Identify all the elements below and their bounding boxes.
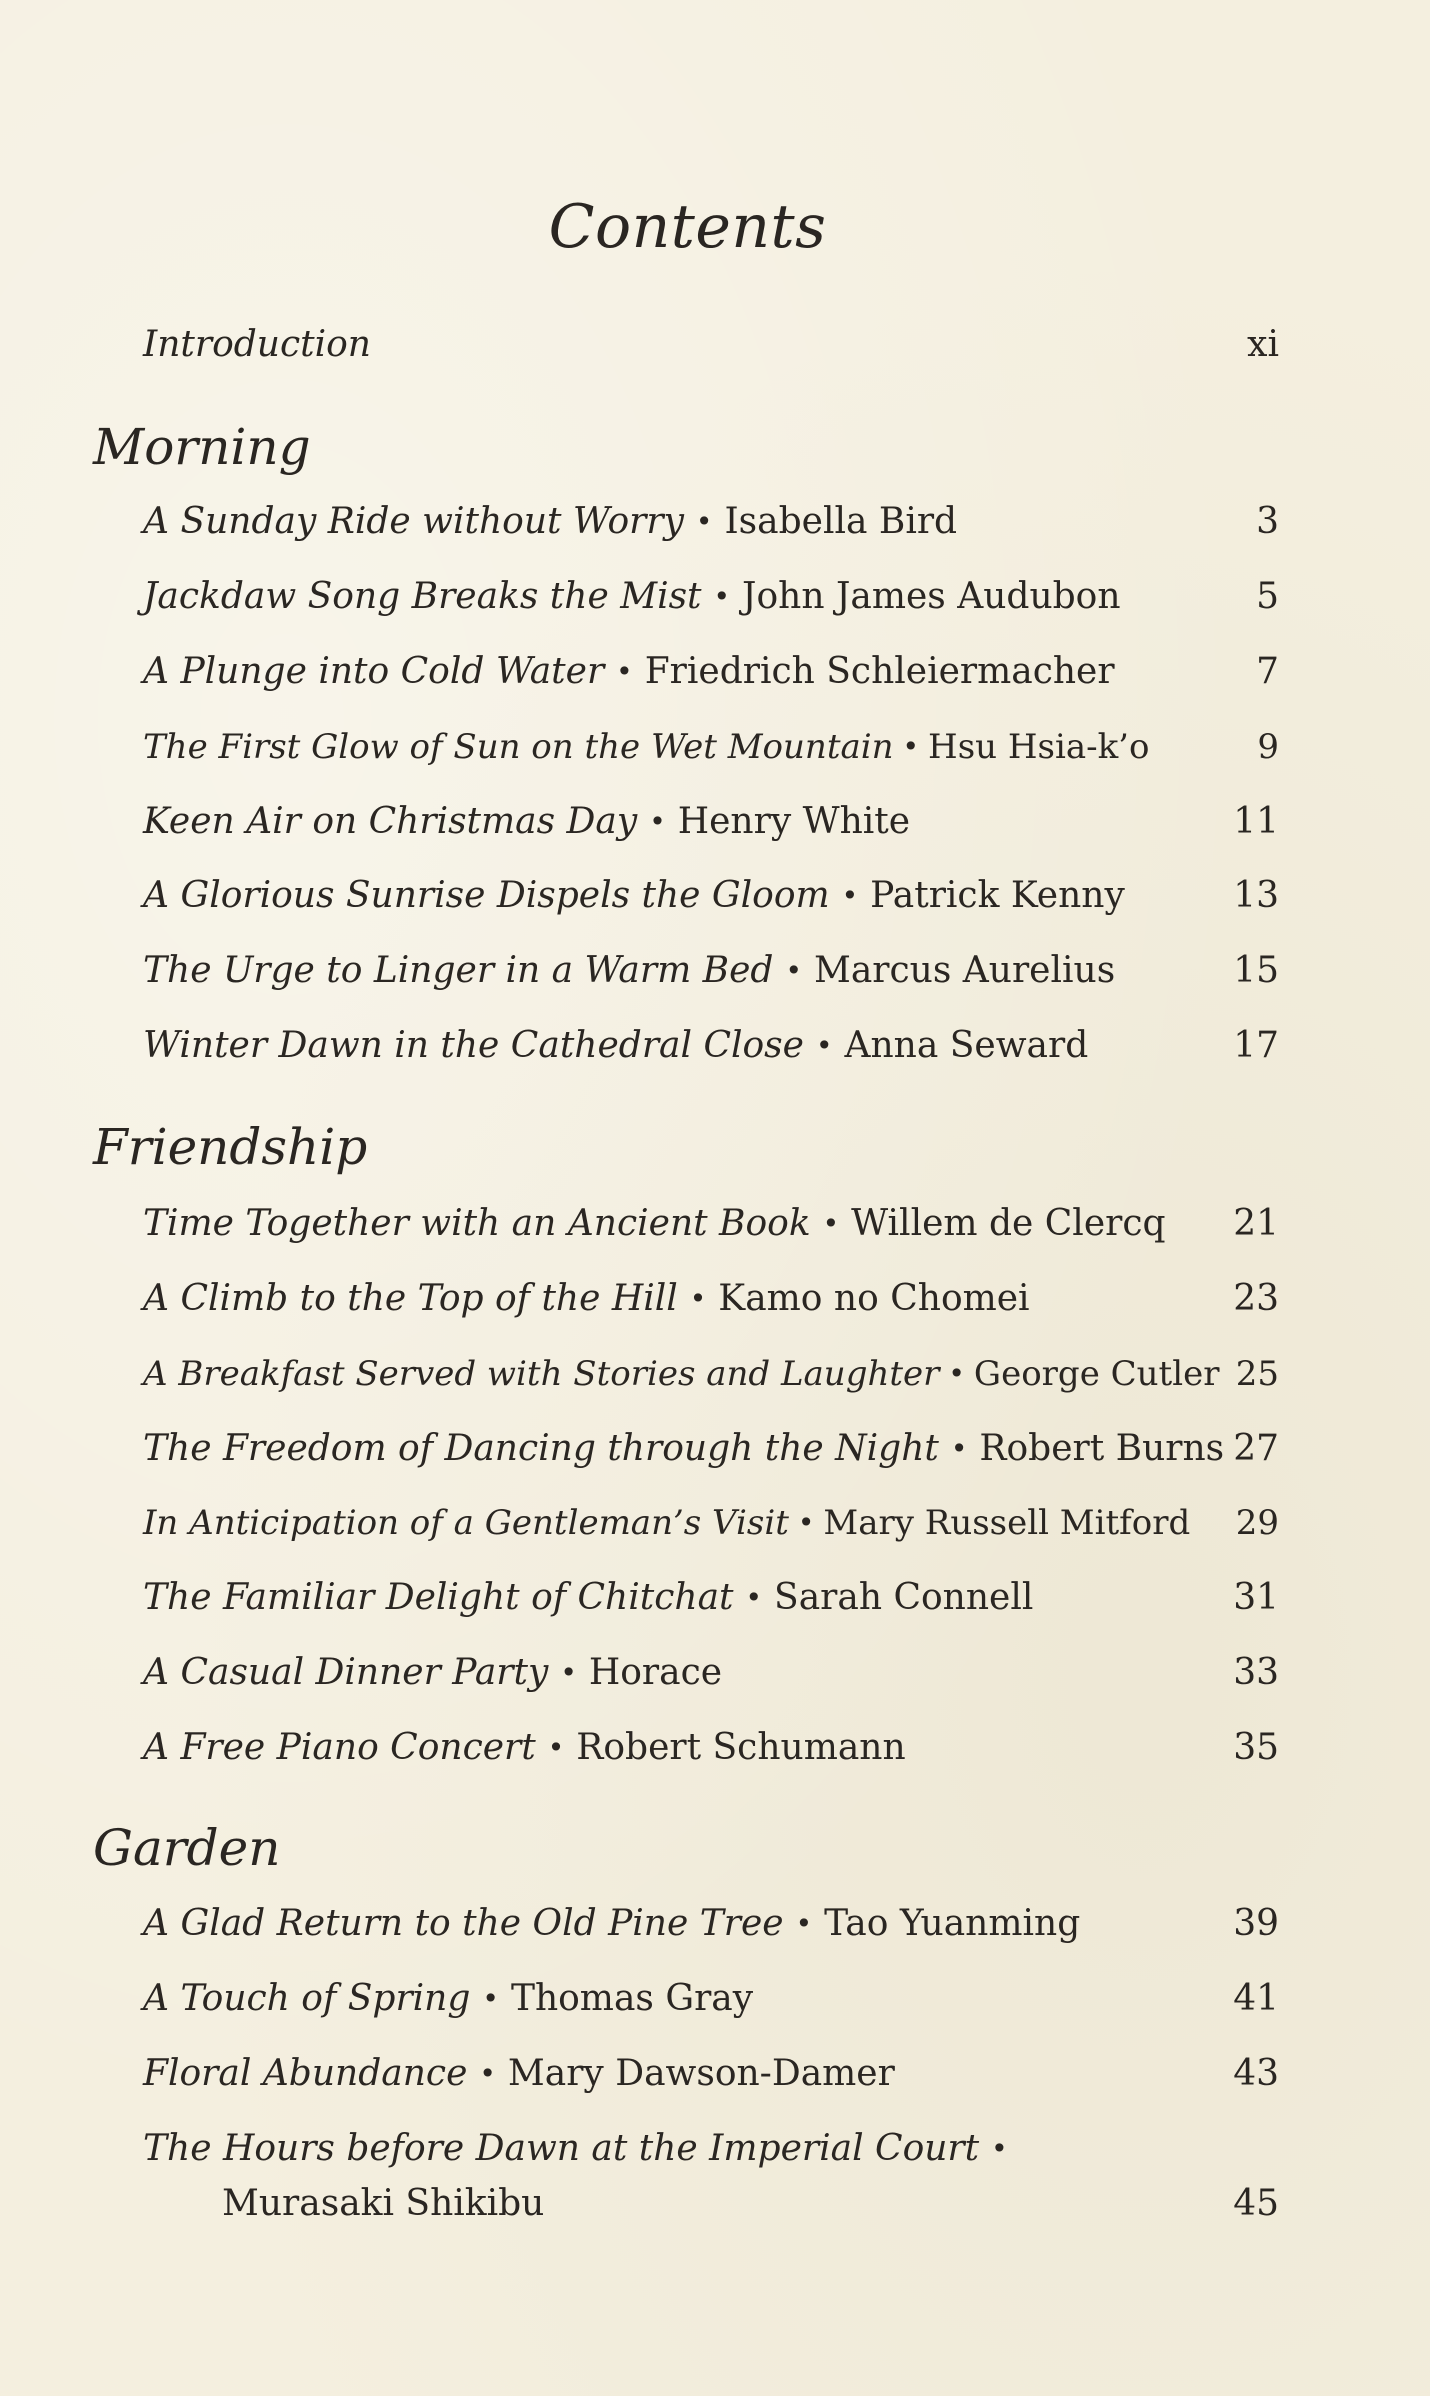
- bullet-separator: •: [689, 1282, 707, 1315]
- entry-author: Patrick Kenny: [870, 875, 1125, 916]
- entry-page: 29: [1235, 1503, 1279, 1543]
- entry-page: 11: [1233, 801, 1279, 842]
- entry-author: Sarah Connell: [774, 1577, 1034, 1618]
- entry-page: 13: [1233, 875, 1279, 916]
- toc-entry: [143, 1726, 1279, 1770]
- bullet-separator: •: [795, 1907, 813, 1940]
- entry-title: A Glad Return to the Old Pine Tree: [143, 1903, 784, 1944]
- entry-page: xi: [1247, 324, 1279, 365]
- toc-entry: [143, 1427, 1279, 1471]
- entry-author: Tao Yuanming: [824, 1903, 1081, 1944]
- bullet-separator: •: [822, 1207, 840, 1240]
- entry-page: 21: [1233, 1203, 1279, 1244]
- entry-title: Floral Abundance: [143, 2053, 468, 2094]
- entry-author: Thomas Gray: [510, 1978, 754, 2019]
- entry-title: The Familiar Delight of Chitchat: [143, 1577, 734, 1618]
- bullet-separator: •: [797, 1506, 815, 1539]
- section-heading-morning: Morning: [93, 418, 311, 476]
- bullet-separator: •: [815, 1029, 833, 1062]
- toc-entry: [143, 874, 1279, 918]
- entry-title: A Glorious Sunrise Dispels the Gloom: [143, 875, 830, 916]
- entry-title: In Anticipation of a Gentleman’s Visit: [143, 1503, 789, 1543]
- toc-entry-first-line: [143, 2127, 1279, 2171]
- toc-entry-second-line: [222, 2182, 1279, 2226]
- toc-entry: [143, 1277, 1279, 1321]
- bullet-separator: •: [950, 1432, 968, 1465]
- toc-entry-introduction: [143, 323, 1279, 367]
- entry-page: 27: [1233, 1428, 1279, 1469]
- bullet-separator: •: [785, 954, 802, 987]
- bullet-separator: •: [479, 2057, 496, 2090]
- toc-entry: [143, 1501, 1279, 1545]
- entry-author: Isabella Bird: [724, 501, 958, 542]
- section-heading-friendship: Friendship: [93, 1118, 368, 1176]
- toc-entry: [143, 1202, 1279, 1246]
- entry-page: 43: [1233, 2053, 1279, 2094]
- section-heading-garden: Garden: [93, 1819, 281, 1877]
- entry-author: Horace: [588, 1652, 723, 1693]
- entry-author: Kamo no Chomei: [718, 1278, 1030, 1319]
- bullet-separator: •: [695, 505, 713, 538]
- entry-page: 25: [1235, 1354, 1279, 1394]
- toc-entry: [143, 650, 1279, 694]
- entry-title: The Hours before Dawn at the Imperial Court: [143, 2128, 980, 2169]
- entry-author: Murasaki Shikibu: [222, 2183, 545, 2224]
- bullet-separator: •: [713, 580, 731, 613]
- entry-page: 3: [1256, 501, 1279, 542]
- bullet-separator: •: [482, 1982, 499, 2015]
- entry-title: A Casual Dinner Party: [143, 1652, 549, 1693]
- page-title: Contents: [548, 192, 827, 262]
- entry-page: 35: [1233, 1727, 1279, 1768]
- entry-page: 39: [1233, 1903, 1279, 1944]
- bullet-separator: •: [841, 879, 859, 912]
- bullet-separator: •: [745, 1581, 763, 1614]
- bullet-separator: •: [649, 805, 666, 838]
- entry-author: Willem de Clercq: [851, 1203, 1166, 1244]
- entry-page: 15: [1233, 950, 1279, 991]
- entry-title: Keen Air on Christmas Day: [143, 801, 638, 842]
- entry-title: Introduction: [143, 324, 371, 365]
- entry-author: John James Audubon: [742, 576, 1121, 617]
- toc-entry: [143, 1651, 1279, 1695]
- toc-entry: [143, 2052, 1279, 2096]
- entry-title: Time Together with an Ancient Book: [143, 1203, 811, 1244]
- entry-author: George Cutler: [973, 1354, 1220, 1394]
- entry-page: 9: [1257, 727, 1279, 767]
- toc-entry: [143, 575, 1279, 619]
- bullet-separator: •: [902, 730, 920, 763]
- entry-page: 23: [1233, 1278, 1279, 1319]
- entry-author: Robert Schumann: [576, 1727, 906, 1768]
- toc-entry: [143, 1024, 1279, 1068]
- toc-entry: [143, 800, 1279, 844]
- entry-title: A Breakfast Served with Stories and Laughter: [143, 1354, 940, 1394]
- bullet-separator: •: [616, 655, 633, 688]
- entry-title: The Freedom of Dancing through the Night: [143, 1428, 939, 1469]
- entry-title: A Free Piano Concert: [143, 1727, 536, 1768]
- toc-entry: [143, 1576, 1279, 1620]
- entry-author: Anna Seward: [844, 1025, 1089, 1066]
- entry-page: 33: [1233, 1652, 1279, 1693]
- entry-title: Jackdaw Song Breaks the Mist: [143, 576, 702, 617]
- toc-entry: [143, 1977, 1279, 2021]
- toc-entry: [143, 725, 1279, 769]
- entry-title: The First Glow of Sun on the Wet Mountain: [143, 727, 894, 767]
- entry-title: A Plunge into Cold Water: [143, 651, 605, 692]
- entry-author: Henry White: [677, 801, 911, 842]
- entry-page: 45: [1233, 2183, 1279, 2224]
- entry-page: 31: [1233, 1577, 1279, 1618]
- toc-entry: [143, 949, 1279, 993]
- entry-title: The Urge to Linger in a Warm Bed: [143, 950, 774, 991]
- entry-page: 41: [1233, 1978, 1279, 2019]
- toc-entry: [143, 500, 1279, 544]
- entry-title: A Sunday Ride without Worry: [143, 501, 684, 542]
- bullet-separator: •: [991, 2132, 1008, 2165]
- entry-page: 7: [1256, 651, 1279, 692]
- entry-author: Robert Burns: [979, 1428, 1225, 1469]
- entry-title: Winter Dawn in the Cathedral Close: [143, 1025, 804, 1066]
- toc-entry: [143, 1902, 1279, 1946]
- bullet-separator: •: [547, 1731, 565, 1764]
- entry-title: A Touch of Spring: [143, 1978, 471, 2019]
- entry-author: Mary Russell Mitford: [823, 1503, 1191, 1543]
- entry-author: Hsu Hsia-k’o: [928, 727, 1150, 767]
- entry-title: A Climb to the Top of the Hill: [143, 1278, 678, 1319]
- entry-page: 17: [1233, 1025, 1279, 1066]
- entry-author: Mary Dawson-Damer: [507, 2053, 895, 2094]
- entry-page: 5: [1256, 576, 1279, 617]
- bullet-separator: •: [560, 1656, 577, 1689]
- entry-author: Friedrich Schleiermacher: [644, 651, 1115, 692]
- bullet-separator: •: [948, 1357, 965, 1390]
- entry-author: Marcus Aurelius: [813, 950, 1116, 991]
- toc-entry: [143, 1352, 1279, 1396]
